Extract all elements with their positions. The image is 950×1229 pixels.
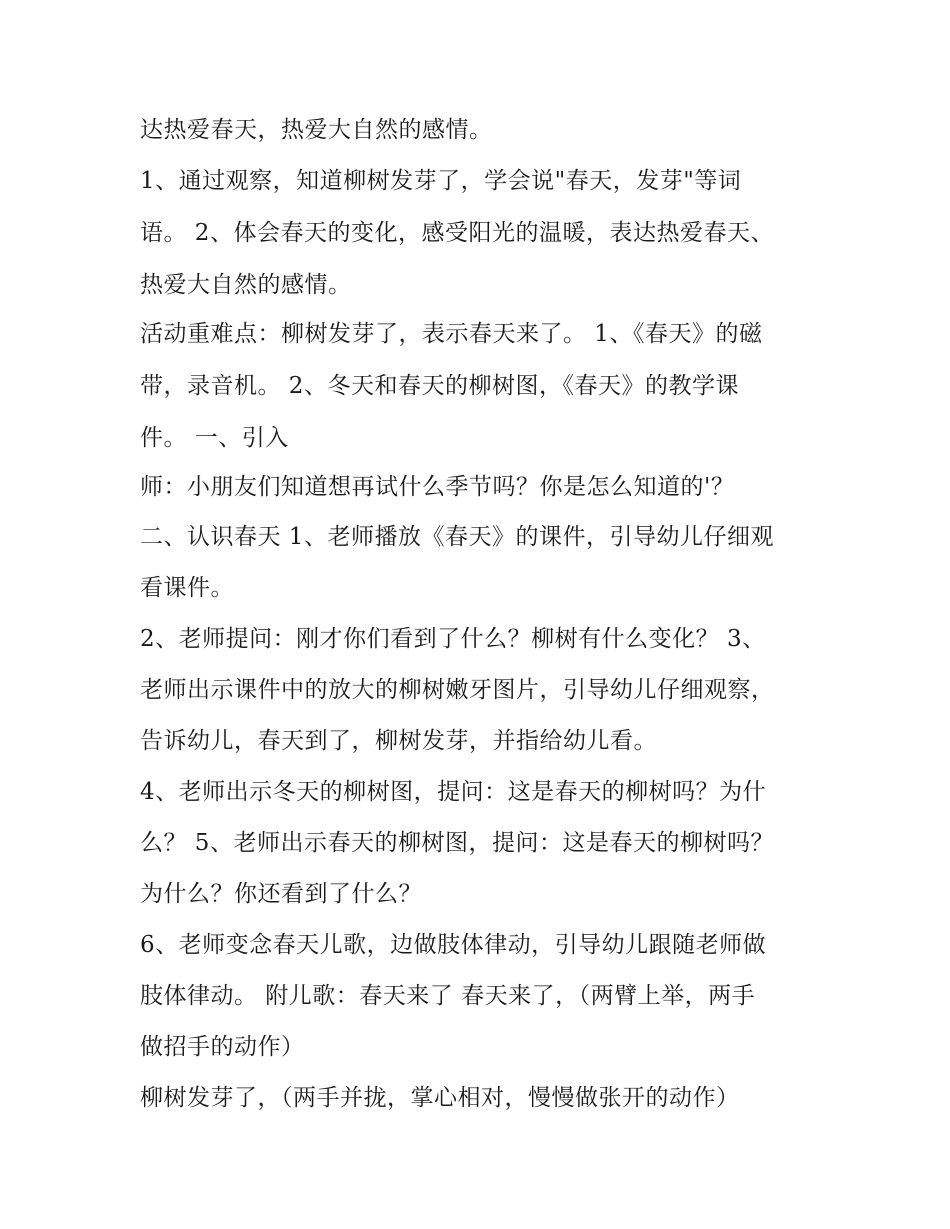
text-line: 带，录音机。 2、冬天和春天的柳树图，《春天》的教学课: [140, 373, 739, 399]
text-line: 告诉幼儿，春天到了，柳树发芽，并指给幼儿看。: [140, 728, 657, 754]
text-line: 2、老师提问：刚才你们看到了什么？柳树有什么变化？ 3、: [140, 626, 766, 652]
text-line: 二、认识春天 1、老师播放《春天》的课件，引导幼儿仔细观: [140, 524, 774, 550]
text-line: 活动重难点：柳树发芽了，表示春天来了。 1、《春天》的磁: [140, 321, 763, 347]
text-line: 做招手的动作）: [140, 1034, 305, 1060]
text-line: 热爱大自然的感情。: [140, 272, 352, 298]
text-line: 柳树发芽了，（两手并拢，掌心相对，慢慢做张开的动作）: [140, 1085, 740, 1111]
text-line: 1、通过观察，知道柳树发芽了，学会说"春天，发芽"等词: [140, 168, 742, 194]
text-line: 件。 一、引入: [140, 425, 289, 451]
text-line: 语。 2、体会春天的变化，感受阳光的温暖，表达热爱春天、: [140, 220, 774, 246]
text-line: 师：小朋友们知道想再试什么季节吗？你是怎么知道的'？: [140, 474, 735, 500]
text-line: 看课件。: [140, 575, 234, 601]
text-line: 肢体律动。 附儿歌：春天来了 春天来了，（两臂上举，两手: [140, 983, 756, 1009]
text-line: 么？ 5、老师出示春天的柳树图，提问：这是春天的柳树吗？: [140, 830, 774, 856]
text-line: 达热爱春天，热爱大自然的感情。: [140, 117, 493, 143]
text-line: 6、老师变念春天儿歌，边做肢体律动，引导幼儿跟随老师做: [140, 932, 767, 958]
text-line: 老师出示课件中的放大的柳树嫩牙图片，引导幼儿仔细观察，: [140, 677, 775, 703]
text-line: 4、老师出示冬天的柳树图，提问：这是春天的柳树吗？为什: [140, 779, 767, 805]
text-line: 为什么？你还看到了什么？: [140, 881, 422, 907]
